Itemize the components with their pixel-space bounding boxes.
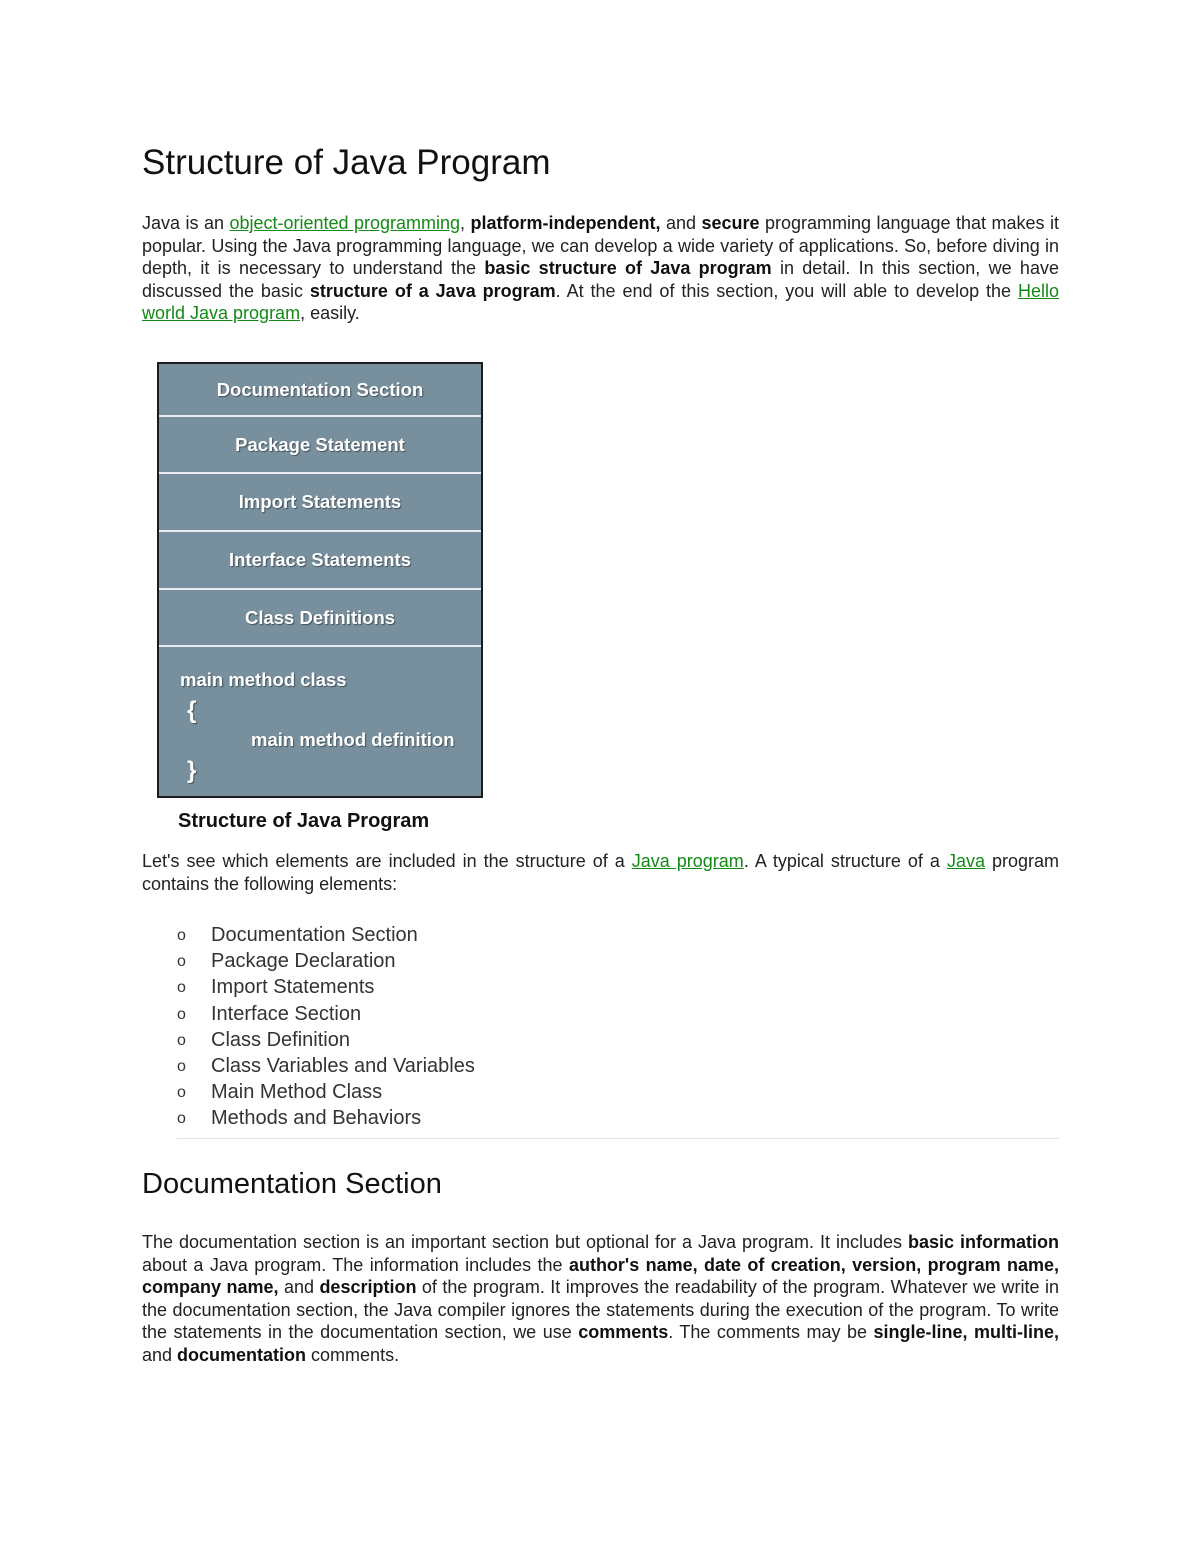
- structure-diagram: [157, 362, 483, 798]
- elements-intro-text: . A typical structure of a: [743, 851, 947, 871]
- list-item-label: Documentation Section: [211, 924, 418, 946]
- intro-text: . At the end of this section, you will able to develop the: [555, 280, 1018, 301]
- intro-text: Java is an: [142, 213, 230, 233]
- bullet-icon: o: [177, 1005, 186, 1023]
- intro-text: in detail. In this section, we have discussed the basic: [142, 258, 1059, 301]
- bold-documentation: documentation: [177, 1344, 307, 1365]
- bold-platform-independent: platform-independent,: [470, 213, 661, 233]
- bullet-icon: o: [177, 953, 186, 971]
- list-item-label: Class Variables and Variables: [211, 1055, 475, 1078]
- link-hello-world-java-program[interactable]: Hello world Java program: [142, 280, 1059, 324]
- documentation-section-paragraph: [142, 1231, 1059, 1367]
- elements-intro-text: Let's see which elements are included in the structure of a: [142, 851, 632, 871]
- diagram-open-brace: {: [187, 697, 197, 724]
- page-title: Structure of Java Program: [142, 143, 551, 182]
- list-item: [177, 922, 475, 948]
- documentation-section-heading: Documentation Section: [142, 1168, 442, 1200]
- intro-text: , easily.: [300, 303, 360, 324]
- elements-intro-paragraph: [142, 850, 1059, 895]
- list-item-label: Main Method Class: [211, 1081, 383, 1104]
- horizontal-divider: [177, 1138, 1059, 1139]
- doc-text: The documentation section is an important section but optional for a Java program. It includes: [142, 1232, 908, 1252]
- bold-description: description: [319, 1277, 417, 1298]
- intro-text: ,: [460, 213, 471, 233]
- bold-comment-types: single-line, multi-line,: [873, 1322, 1059, 1343]
- link-java-program[interactable]: Java program: [631, 851, 744, 871]
- list-item: [177, 1027, 475, 1053]
- list-item: [177, 1079, 475, 1105]
- diagram-main-method-block: [159, 647, 481, 796]
- doc-text: and: [278, 1277, 320, 1298]
- list-item-label: Methods and Behaviors: [211, 1107, 422, 1130]
- doc-text: of the program. It improves the readability of the program. Whatever we write in the documentation section, the Java compiler ignores the statements during the execution of the program. To write the statements in the documentation section, we use: [142, 1277, 1059, 1343]
- bullet-icon: o: [177, 1031, 186, 1049]
- link-java[interactable]: Java: [946, 851, 985, 871]
- intro-paragraph: [142, 212, 1059, 325]
- bullet-icon: o: [177, 979, 186, 997]
- elements-intro-text: program contains the following elements:: [142, 851, 1059, 894]
- list-item-label: Interface Section: [211, 1002, 362, 1025]
- bullet-icon: o: [177, 1058, 186, 1076]
- diagram-row-import: Import Statements: [159, 474, 481, 532]
- diagram-main-class-label: main method class: [180, 669, 347, 690]
- intro-text: programming language that makes it popular. Using the Java programming language, we can develop a wide variety of applications. So, before diving in depth, it is necessary to understand the: [142, 213, 1059, 279]
- list-item-label: Package Declaration: [211, 950, 396, 973]
- diagram-close-brace: }: [187, 757, 197, 784]
- doc-text: and: [142, 1344, 178, 1365]
- bold-basic-information: basic information: [908, 1232, 1059, 1252]
- bold-author-details: author's name, date of creation, version, program name, company name,: [142, 1254, 1059, 1298]
- diagram-row-interface: Interface Statements: [159, 532, 481, 590]
- page: [142, 140, 1059, 1365]
- bold-secure: secure: [701, 213, 760, 233]
- list-item: [177, 948, 475, 974]
- list-item-label: Import Statements: [211, 976, 375, 999]
- intro-text: and: [660, 213, 702, 233]
- bold-structure-of-program: structure of a Java program: [309, 280, 556, 301]
- doc-text: about a Java program. The information includes the: [142, 1254, 569, 1275]
- diagram-row-package: Package Statement: [159, 417, 481, 474]
- bullet-icon: o: [177, 927, 186, 944]
- diagram-row-documentation: Documentation Section: [159, 364, 481, 417]
- bold-comments: comments: [578, 1322, 669, 1343]
- link-object-oriented-programming[interactable]: object-oriented programming: [229, 213, 461, 233]
- list-item: [177, 1105, 475, 1131]
- bullet-icon: o: [177, 1084, 186, 1102]
- list-item: [177, 1001, 475, 1027]
- diagram-caption: Structure of Java Program: [178, 810, 430, 832]
- list-item: [177, 1053, 475, 1079]
- diagram-row-class-definitions: Class Definitions: [159, 590, 481, 647]
- doc-text: comments.: [306, 1344, 400, 1365]
- list-item-label: Class Definition: [211, 1028, 350, 1051]
- bold-basic-structure: basic structure of Java program: [484, 258, 772, 279]
- doc-text: . The comments may be: [668, 1322, 874, 1343]
- element-list: [177, 922, 475, 1132]
- diagram-main-definition-label: main method definition: [251, 729, 455, 750]
- bullet-icon: o: [177, 1110, 186, 1128]
- list-item: [177, 974, 475, 1000]
